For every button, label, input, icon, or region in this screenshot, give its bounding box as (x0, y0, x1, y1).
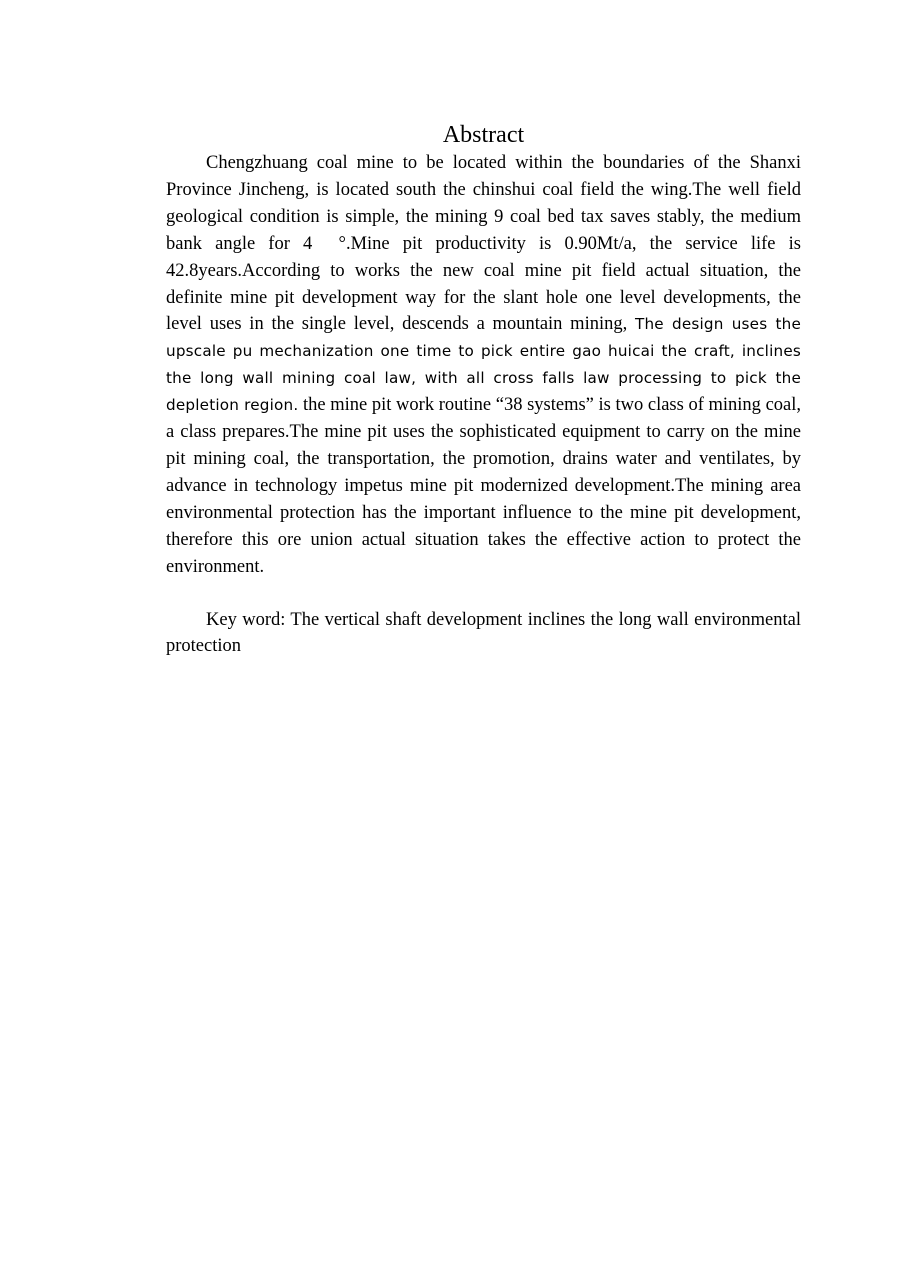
keywords-paragraph: Key word: The vertical shaft development inclines the long wall environmental protection (166, 609, 801, 657)
abstract-paragraph (166, 150, 801, 581)
abstract-section (166, 120, 801, 660)
abstract-text-part3: the mine pit work routine “38 systems” is two class of mining coal, a class prepares.The mine pit uses the sophisticated equipment to carry on the mine pit mining coal, the transportation, the promotion, drains water and ventilates, by advance in technology impetus mine pit modernized development.The mining area environmental protection has the important influence to the mine pit development, therefore this ore union actual situation takes the effective action to protect the environment. (166, 395, 802, 577)
abstract-title: Abstract (442, 122, 525, 148)
paragraph-gap (166, 581, 801, 607)
abstract-text-part2: The design uses the upscale pu mechanization one time to pick entire gao huicai the craft, inclines the long wall mining coal law, with all cross falls law processing to pick the depletion region. (166, 315, 801, 415)
abstract-text-part1: Chengzhuang coal mine to be located within the boundaries of the Shanxi Province Jincheng, is located south the chinshui coal field the wing.The well field geological condition is simple, the mining 9 coal bed tax saves stably, the medium bank angle for 4 °.Mine pit productivity is 0.90Mt/a, the service life is 42.8years.According to works the new coal mine pit field actual situation, the definite mine pit development way for the slant hole one level developments, the level uses in the single level, descends a mountain mining, (166, 153, 801, 335)
